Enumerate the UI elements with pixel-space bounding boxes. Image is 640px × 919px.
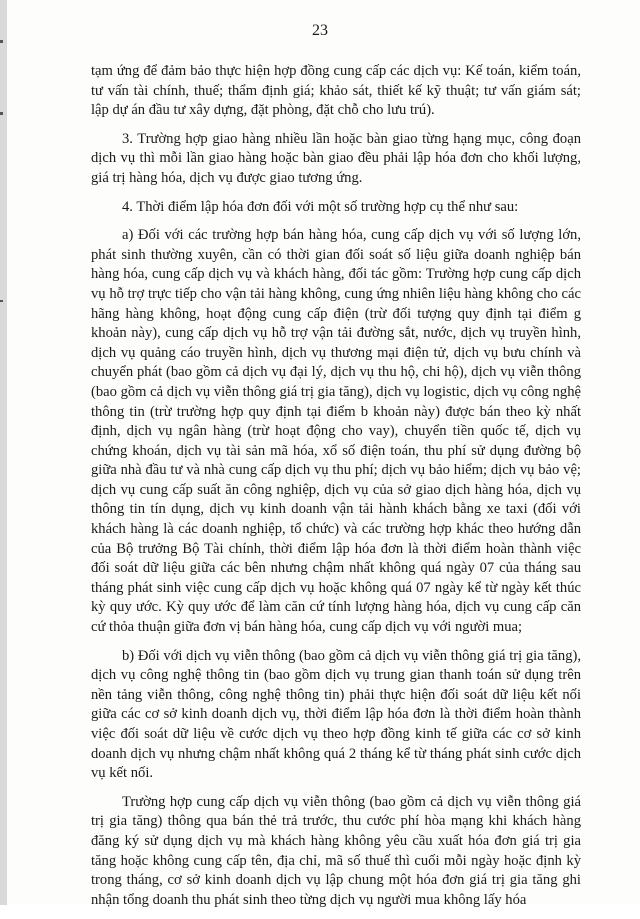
scan-edge-mark: [0, 300, 3, 302]
paragraph-item-4a: a) Đối với các trường hợp bán hàng hóa, cung cấp dịch vụ với số lượng lớn, phát sinh thường xuyên, cần có thời gian đối soát số liệu giữa doanh nghiệp bán hàng hóa, cung cấp dịch vụ và khách hàng, đối tác gồm: Trường hợp cung cấp dịch vụ hỗ trợ trực tiếp cho vận tải hàng không, cung ứng nhiên liệu hàng không cho các hãng hàng không, hoạt động cung cấp điện (trừ đối tượng quy định tại điểm g khoản này), cung cấp dịch vụ hỗ trợ vận tải đường sắt, nước, dịch vụ truyền hình, dịch vụ quảng cáo truyền hình, dịch vụ thương mại điện tử, dịch vụ bưu chính và chuyển phát (bao gồm cả dịch vụ đại lý, dịch vụ thu hộ, chi hộ), dịch vụ viễn thông (bao gồm cả dịch vụ viễn thông giá trị gia tăng), dịch vụ logistic, dịch vụ công nghệ thông tin (trừ trường hợp quy định tại điểm b khoản này) được bán theo kỳ nhất định, dịch vụ ngân hàng (trừ hoạt động cho vay), chuyển tiền quốc tế, dịch vụ chứng khoán, dịch vụ tài sản mã hóa, xổ số điện toán, thu phí sử dụng đường bộ giữa nhà đầu tư và nhà cung cấp dịch vụ thu phí; dịch vụ bảo hiểm; dịch vụ bảo vệ; dịch vụ cung cấp suất ăn công nghiệp, dịch vụ của sở giao dịch hàng hóa, dịch vụ thông tin tín dụng, dịch vụ kinh doanh vận tải hành khách bằng xe taxi (đối với khách hàng là các doanh nghiệp, tổ chức) và các trường hợp khác theo hướng dẫn của Bộ trưởng Bộ Tài chính, thời điểm lập hóa đơn là thời điểm hoàn thành việc đối soát dữ liệu giữa các bên nhưng chậm nhất không quá ngày 07 của tháng sau tháng phát sinh việc cung cấp dịch vụ hoặc không quá 07 ngày kể từ ngày kết thúc kỳ quy ước. Kỳ quy ước để làm căn cứ tính lượng hàng hóa, dịch vụ cung cấp căn cứ thỏa thuận giữa đơn vị bán hàng hóa, cung cấp dịch vụ với người mua;: [91, 227, 581, 636]
paragraph-telecom-prepaid: Trường hợp cung cấp dịch vụ viễn thông (bao gồm cả dịch vụ viễn thông giá trị gia tăng) thông qua bán thẻ trả trước, thu cước phí hòa mạng khi khách hàng đăng ký sử dụng dịch vụ mà khách hàng không yêu cầu xuất hóa đơn giá trị gia tăng hoặc không cung cấp tên, địa chỉ, mã số thuế thì cuối mỗi ngày hoặc định kỳ trong tháng, cơ sở kinh doanh dịch vụ lập chung một hóa đơn giá trị gia tăng ghi nhận tổng doanh thu phát sinh theo từng dịch vụ người mua không lấy hóa: [91, 793, 581, 908]
page-number: 23: [312, 22, 328, 39]
paragraph-item-4b: b) Đối với dịch vụ viễn thông (bao gồm cả dịch vụ viễn thông giá trị gia tăng), dịch vụ công nghệ thông tin (bao gồm dịch vụ trung gian thanh toán sử dụng trên nền tảng viễn thông, công nghệ thông tin) phải thực hiện đối soát dữ liệu kết nối giữa các cơ sở kinh doanh dịch vụ, thời điểm lập hóa đơn là thời điểm hoàn thành việc đối soát dữ liệu về cước dịch vụ theo hợp đồng kinh tế giữa các cơ sở kinh doanh dịch vụ nhưng chậm nhất không quá 2 tháng kể từ tháng phát sinh cước dịch vụ kết nối.: [91, 647, 581, 782]
document-body: [91, 62, 581, 919]
paragraph-item-4: 4. Thời điểm lập hóa đơn đối với một số trường hợp cụ thể như sau:: [122, 198, 519, 215]
scan-edge: [0, 0, 7, 905]
scan-edge-mark: [0, 112, 3, 115]
scan-edge-mark: [0, 40, 3, 43]
paragraph-item-3: 3. Trường hợp giao hàng nhiều lần hoặc bàn giao từng hạng mục, công đoạn dịch vụ thì mỗi lần giao hàng hoặc bàn giao đều phải lập hóa đơn cho khối lượng, giá trị hàng hóa, dịch vụ được giao tương ứng.: [91, 130, 581, 186]
paragraph-continuation: tạm ứng để đảm bảo thực hiện hợp đồng cung cấp các dịch vụ: Kế toán, kiểm toán, tư vấn tài chính, thuế; thẩm định giá; khảo sát, thiết kế kỹ thuật; tư vấn giám sát; lập dự án đầu tư xây dựng, đặt phòng, đặt chỗ cho lưu trú).: [91, 63, 581, 119]
